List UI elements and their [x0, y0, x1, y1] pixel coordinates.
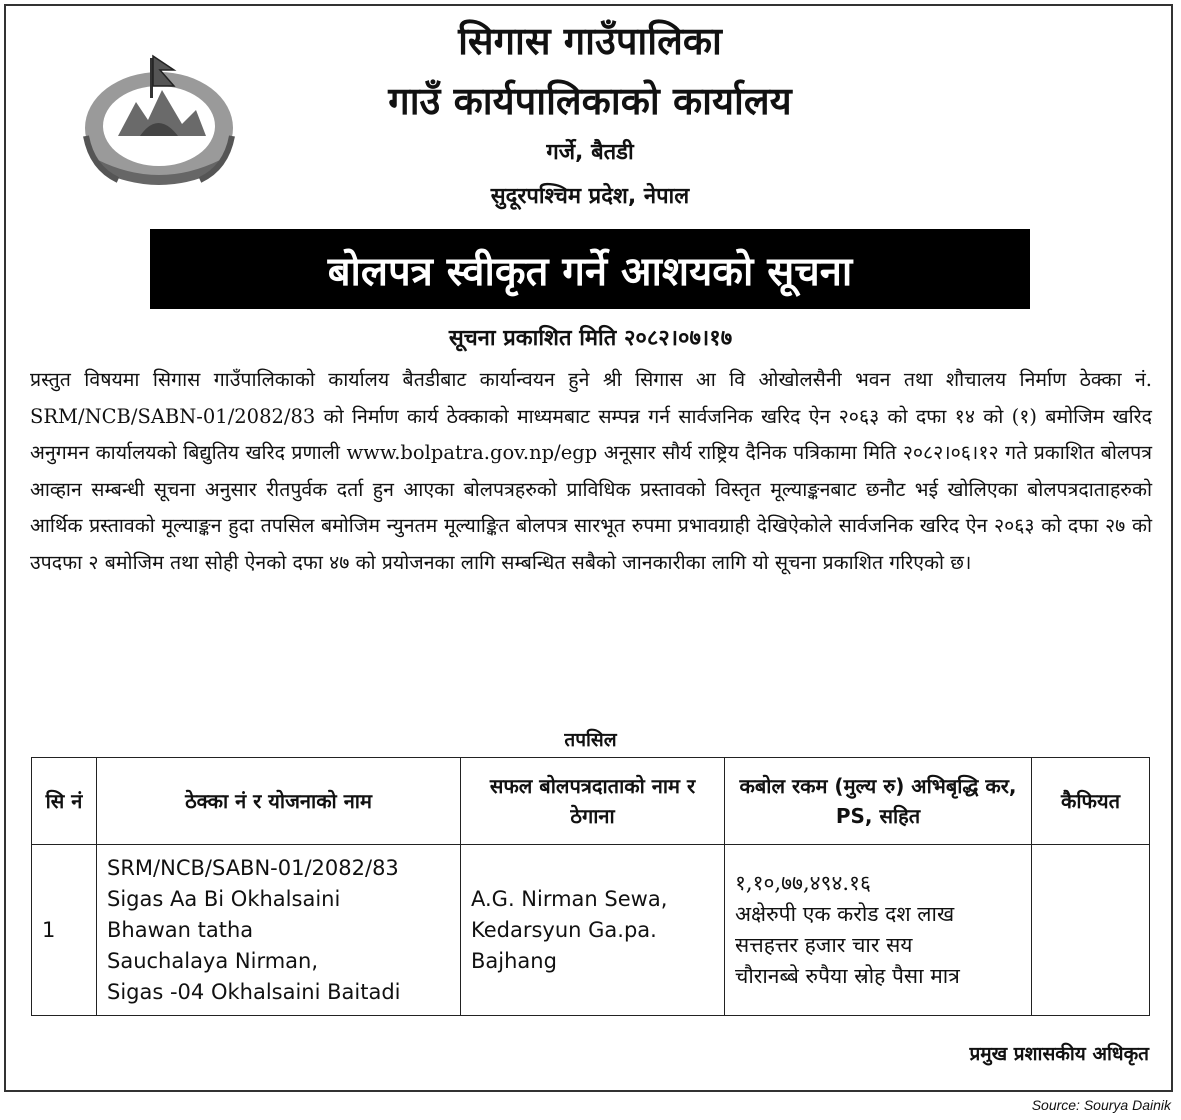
- nepal-government-emblem-icon: [78, 40, 240, 190]
- office-location: गर्जे, बैतडी: [546, 140, 634, 165]
- municipality-title: सिगास गाउँपालिका: [458, 19, 722, 63]
- notice-body-paragraph: प्रस्तुत विषयमा सिगास गाउँपालिकाको कार्यालय बैतडीबाट कार्यान्वयन हुने श्री सिगास आ वि ओखोलसैनी भवन तथा शौचालय निर्माण ठेक्का नं. SRM/NCB/SABN-01/2082/83 को निर्माण कार्य ठेक्काको माध्यमबाट सम्पन्न गर्न सार्वजनिक खरिद ऐन २०६३ को दफा १४ को (१) बमोजिम खरिद अनुगमन कार्यालयको बिद्युतिय खरिद प्रणाली www.bolpatra.gov.np/egp अनूसार सौर्य राष्ट्रिय दैनिक पत्रिकामा मिति २०८२।०६।१२ गते प्रकाशित बोलपत्र आव्हान सम्बन्धी सूचना अनुसार रीतपुर्वक दर्ता हुन आएका बोलपत्रहरुको प्राविधिक प्रस्तावको विस्तृत मूल्याङ्कनबाट छनौट भई खोलिएका बोलपत्रदाताहरुको आर्थिक प्रस्तावको मूल्याङ्कन हुदा तपसिल बमोजिम न्युनतम मूल्याङ्कित बोलपत्र सारभूत रुपमा प्रभावग्राही देखिऐकोले सार्वजनिक खरिद ऐन २०६३ को दफा २७ को उपदफा २ बमोजिम तथा सोही ऐनको दफा ४७ को प्रयोजनका लागि सम्बन्धित सबैको जानकारीका लागि यो सूचना प्रकाशित गरिएको छ।: [30, 368, 1152, 574]
- tapsil-label: तपसिल: [564, 729, 617, 751]
- signer-title: प्रमुख प्रशासकीय अधिकृत: [969, 1043, 1149, 1065]
- bidder-line: A.G. Nirman Sewa,: [471, 886, 668, 911]
- contract-line: Sauchalaya Nirman,: [107, 948, 319, 973]
- table-row: [32, 845, 1150, 1016]
- header-contract-name: ठेक्का नं र योजनाको नाम: [97, 758, 461, 845]
- office-title: गाउँ कार्यपालिकाको कार्यालय: [388, 79, 792, 123]
- row-bid-amount: [725, 845, 1032, 1016]
- row-contract-name: [97, 845, 461, 1016]
- amount-line: अक्षेरुपी एक करोड दश लाख: [735, 902, 955, 926]
- amount-line: चौरानब्बे रुपैया स्रोह पैसा मात्र: [735, 964, 960, 988]
- province-country: सुदूरपश्चिम प्रदेश, नेपाल: [490, 184, 690, 209]
- contract-line: Bhawan tatha: [107, 917, 254, 942]
- contract-line: Sigas Aa Bi Okhalsaini: [107, 886, 341, 911]
- row-bidder: [461, 845, 725, 1016]
- header-remarks: कैफियत: [1032, 758, 1150, 845]
- published-date: सूचना प्रकाशित मिति २०८२।०७।१७: [448, 326, 733, 351]
- notice-title: बोलपत्र स्वीकृत गर्ने आशयको सूचना: [327, 248, 853, 295]
- header-bidder-name: सफल बोलपत्रदाताको नाम र ठेगाना: [461, 758, 725, 845]
- bidder-line: Kedarsyun Ga.pa.: [471, 917, 657, 942]
- amount-line: १,१०,७७,४९४.१६: [735, 871, 871, 895]
- row-remarks: [1032, 845, 1150, 1016]
- bidder-line: Bajhang: [471, 948, 557, 973]
- source-credit: Source: Sourya Dainik: [1031, 1097, 1171, 1113]
- row-serial-number: 1: [32, 845, 97, 1016]
- contract-line: Sigas -04 Okhalsaini Baitadi: [107, 979, 401, 1004]
- notice-title-banner: [150, 229, 1030, 309]
- header-bid-amount: कबोल रकम (मुल्य रु) अभिबृद्धि कर, PS, सहित: [725, 758, 1032, 845]
- award-table: [31, 757, 1150, 1016]
- header-serial-number: सि नं: [32, 758, 97, 845]
- contract-line: SRM/NCB/SABN-01/2082/83: [107, 855, 399, 880]
- amount-line: सत्तहत्तर हजार चार सय: [735, 933, 913, 957]
- table-header-row: [32, 758, 1150, 845]
